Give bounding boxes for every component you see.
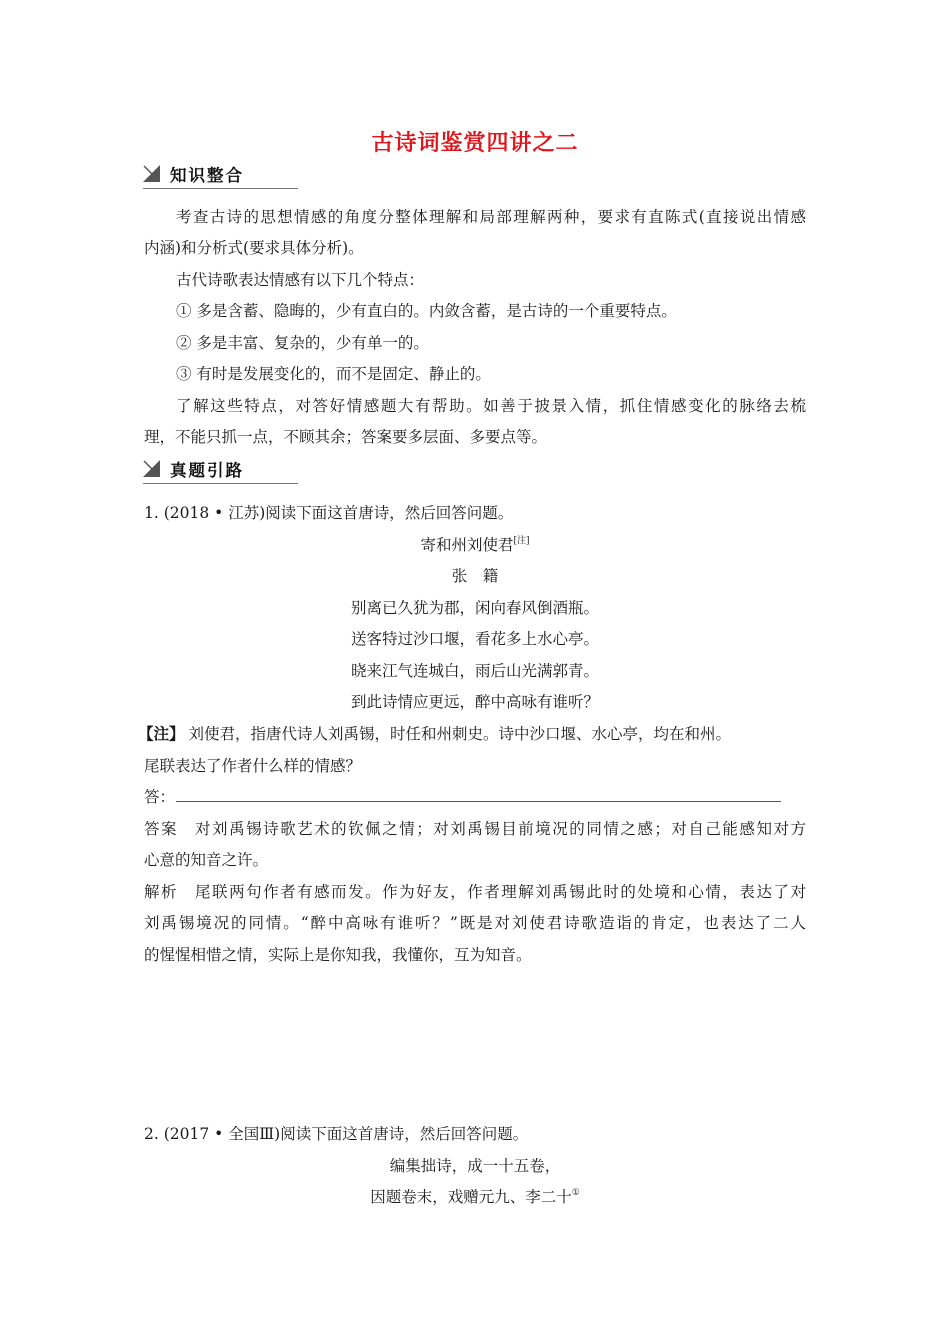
list-item: ③ 有时是发展变化的，而不是固定、静止的。 [176,365,491,383]
section-title-knowledge: 知识整合 [170,166,244,185]
note-label: 【注】 [138,724,185,743]
poem-title: 编集拙诗，成一十五卷， [389,1157,561,1175]
page-title: 古诗词鉴赏四讲之二 [371,130,579,156]
question-prompt: 2. (2017 • 全国Ⅲ)阅读下面这首唐诗，然后回答问题。 [144,1125,529,1143]
answer-key-line: 心意的知音之许。 [144,851,269,869]
footnote-marker: ① [571,1188,580,1198]
analysis-line: 的惺惺相惜之情，实际上是你知我，我懂你，互为知音。 [144,946,532,964]
question-text: 尾联表达了作者什么样的情感？ [144,757,362,775]
analysis-line: 刘禹锡境况的同情。“醉中高咏有谁听？”既是对刘使君诗歌造诣的肯定，也表达了二人 [144,914,806,932]
section-triangle-icon [143,165,161,183]
answer-key-label: 答案 [144,820,179,838]
analysis-line: 解析 尾联两句作者有感而发。作为好友，作者理解刘禹锡此时的处境和心情，表达了对 [144,883,806,901]
paragraph-line: 内涵)和分析式(要求具体分析)。 [144,239,364,257]
section-rule [143,188,298,190]
section-triangle-icon [143,460,161,478]
answer-label: 答： [144,788,176,806]
paragraph-line: 了解这些特点，对答好情感题大有帮助。如善于披景入情，抓住情感变化的脉络去梳 [176,397,806,415]
poem-line: 晓来江气连城白，雨后山光满郭青。 [350,662,599,680]
list-item: ② 多是丰富、复杂的，少有单一的。 [176,334,429,352]
answer-blank-line [176,801,781,802]
poem-author: 张 籍 [451,567,499,585]
question-prompt: 1. (2018 • 江苏)阅读下面这首唐诗，然后回答问题。 [144,504,514,522]
poem-title: 因题卷末，戏赠元九、李二十① [370,1188,580,1206]
analysis-label: 解析 [144,883,179,901]
section-title-questions: 真题引路 [170,461,244,480]
paragraph-line: 考查古诗的思想情感的角度分整体理解和局部理解两种，要求有直陈式(直接说出情感 [176,208,806,226]
poem-line: 送客特过沙口堰，看花多上水心亭。 [350,630,599,648]
section-rule [143,483,298,485]
poem-title: 寄和州刘使君[注] [420,536,530,554]
poem-note: 【注】 刘使君，指唐代诗人刘禹锡，时任和州刺史。诗中沙口堰、水心亭，均在和州。 [138,724,732,743]
poem-line: 到此诗情应更远，醉中高咏有谁听？ [350,693,599,711]
answer-key-line: 答案 对刘禹锡诗歌艺术的钦佩之情；对刘禹锡目前境况的同情之感；对自己能感知对方 [144,820,806,838]
list-item: ① 多是含蓄、隐晦的，少有直白的。内敛含蓄，是古诗的一个重要特点。 [176,302,677,320]
paragraph-line: 理，不能只抓一点，不顾其余；答案要多层面、多要点等。 [144,428,548,446]
footnote-marker: [注] [513,536,530,546]
section-header-knowledge [143,163,298,189]
section-header-questions [143,458,298,484]
paragraph-line: 古代诗歌表达情感有以下几个特点： [176,271,425,289]
poem-line: 别离已久犹为郡，闲向春风倒酒瓶。 [350,599,599,617]
